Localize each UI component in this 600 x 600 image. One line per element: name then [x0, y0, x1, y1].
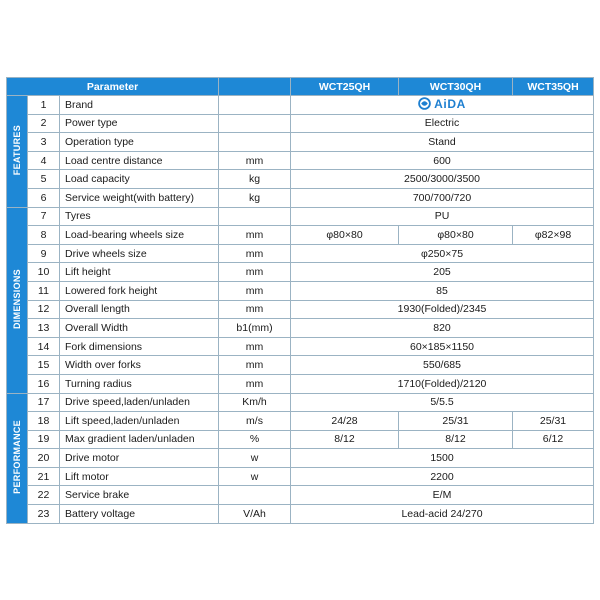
table-row: [7, 505, 594, 524]
row-number: 1: [28, 96, 60, 115]
row-parameter: Lift speed,laden/unladen: [60, 412, 219, 431]
row-number: 5: [28, 170, 60, 189]
row-unit: mm: [219, 263, 291, 282]
row-parameter: Service weight(with battery): [60, 188, 219, 207]
row-value-model-1: 8/12: [291, 430, 399, 449]
header-model-2: WCT30QH: [399, 78, 513, 96]
header-model-3: WCT35QH: [513, 78, 594, 96]
table-row: [7, 263, 594, 282]
row-parameter: Width over forks: [60, 356, 219, 375]
row-value: 2500/3000/3500: [291, 170, 594, 189]
row-parameter: Tyres: [60, 207, 219, 226]
row-parameter: Lift height: [60, 263, 219, 282]
row-parameter: Operation type: [60, 133, 219, 152]
row-value: φ250×75: [291, 244, 594, 263]
spec-table: [6, 77, 594, 524]
row-parameter: Brand: [60, 96, 219, 115]
row-unit: mm: [219, 300, 291, 319]
table-row: [7, 300, 594, 319]
section-label-text: FEATURES: [12, 125, 22, 176]
row-unit: w: [219, 467, 291, 486]
row-value: 820: [291, 319, 594, 338]
row-unit: b1(mm): [219, 319, 291, 338]
row-parameter: Overall Width: [60, 319, 219, 338]
row-value: 1500: [291, 449, 594, 468]
section-label-features: [7, 96, 28, 208]
row-number: 11: [28, 281, 60, 300]
row-unit: m/s: [219, 412, 291, 431]
row-number: 22: [28, 486, 60, 505]
row-value-model-3: 6/12: [513, 430, 594, 449]
row-value: 700/700/720: [291, 188, 594, 207]
row-unit: %: [219, 430, 291, 449]
row-unit: Km/h: [219, 393, 291, 412]
table-row: [7, 374, 594, 393]
header-unit: [219, 78, 291, 96]
table-row: [7, 319, 594, 338]
row-number: 23: [28, 505, 60, 524]
brand-logo-text: AiDA: [434, 96, 466, 111]
row-parameter: Load capacity: [60, 170, 219, 189]
row-value: 205: [291, 263, 594, 282]
row-number: 16: [28, 374, 60, 393]
row-parameter: Load centre distance: [60, 151, 219, 170]
row-parameter: Lift motor: [60, 467, 219, 486]
row-unit: mm: [219, 244, 291, 263]
row-number: 7: [28, 207, 60, 226]
row-number: 19: [28, 430, 60, 449]
brand-logo: [418, 97, 466, 111]
row-value: PU: [291, 207, 594, 226]
row-parameter: Fork dimensions: [60, 337, 219, 356]
row-value: 60×185×1150: [291, 337, 594, 356]
table-row: [7, 133, 594, 152]
row-unit: mm: [219, 226, 291, 245]
section-label-performance: [7, 393, 28, 523]
table-row: [7, 207, 594, 226]
table-row: [7, 412, 594, 431]
row-value-model-1: 24/28: [291, 412, 399, 431]
table-row: [7, 188, 594, 207]
row-unit: kg: [219, 170, 291, 189]
header-parameter: Parameter: [7, 78, 219, 96]
row-value: E/M: [291, 486, 594, 505]
row-unit: mm: [219, 337, 291, 356]
row-value: 1930(Folded)/2345: [291, 300, 594, 319]
row-value: 85: [291, 281, 594, 300]
brand-cell: [291, 96, 594, 115]
row-parameter: Drive speed,laden/unladen: [60, 393, 219, 412]
header-row: [7, 78, 594, 96]
row-unit: mm: [219, 281, 291, 300]
row-value: 600: [291, 151, 594, 170]
row-parameter: Drive wheels size: [60, 244, 219, 263]
row-value-model-3: 25/31: [513, 412, 594, 431]
row-number: 13: [28, 319, 60, 338]
row-number: 14: [28, 337, 60, 356]
table-row: [7, 449, 594, 468]
table-row: [7, 244, 594, 263]
row-value-model-2: 25/31: [399, 412, 513, 431]
row-value-model-1: φ80×80: [291, 226, 399, 245]
table-row: [7, 467, 594, 486]
row-parameter: Drive motor: [60, 449, 219, 468]
row-parameter: Load-bearing wheels size: [60, 226, 219, 245]
row-number: 20: [28, 449, 60, 468]
table-row: [7, 486, 594, 505]
row-number: 6: [28, 188, 60, 207]
row-number: 10: [28, 263, 60, 282]
row-unit: w: [219, 449, 291, 468]
header-model-1: WCT25QH: [291, 78, 399, 96]
row-parameter: Lowered fork height: [60, 281, 219, 300]
table-row: [7, 430, 594, 449]
row-parameter: Battery voltage: [60, 505, 219, 524]
table-row: [7, 356, 594, 375]
row-value-model-2: φ80×80: [399, 226, 513, 245]
table-row: [7, 337, 594, 356]
row-unit: kg: [219, 188, 291, 207]
row-value-model-3: φ82×98: [513, 226, 594, 245]
table-row: [7, 96, 594, 115]
row-number: 9: [28, 244, 60, 263]
row-unit: [219, 486, 291, 505]
row-unit: [219, 133, 291, 152]
row-number: 2: [28, 114, 60, 133]
row-parameter: Overall length: [60, 300, 219, 319]
row-unit: mm: [219, 374, 291, 393]
row-parameter: Service brake: [60, 486, 219, 505]
row-value-model-2: 8/12: [399, 430, 513, 449]
row-value: 1710(Folded)/2120: [291, 374, 594, 393]
row-number: 4: [28, 151, 60, 170]
row-number: 8: [28, 226, 60, 245]
section-label-dimensions: [7, 207, 28, 393]
row-unit: [219, 96, 291, 115]
row-number: 17: [28, 393, 60, 412]
row-unit: [219, 207, 291, 226]
section-label-text: PERFORMANCE: [12, 420, 22, 494]
table-row: [7, 393, 594, 412]
row-value: 2200: [291, 467, 594, 486]
row-parameter: Max gradient laden/unladen: [60, 430, 219, 449]
row-unit: mm: [219, 356, 291, 375]
table-row: [7, 281, 594, 300]
row-value: Electric: [291, 114, 594, 133]
row-value: 550/685: [291, 356, 594, 375]
row-value: 5/5.5: [291, 393, 594, 412]
row-number: 18: [28, 412, 60, 431]
table-row: [7, 170, 594, 189]
row-unit: mm: [219, 151, 291, 170]
brand-logo-icon: [418, 97, 431, 110]
row-number: 15: [28, 356, 60, 375]
section-label-text: DIMENSIONS: [12, 269, 22, 330]
row-number: 12: [28, 300, 60, 319]
row-parameter: Power type: [60, 114, 219, 133]
table-row: [7, 114, 594, 133]
table-row: [7, 151, 594, 170]
table-row: [7, 226, 594, 245]
row-value: Stand: [291, 133, 594, 152]
row-number: 3: [28, 133, 60, 152]
row-parameter: Turning radius: [60, 374, 219, 393]
row-unit: V/Ah: [219, 505, 291, 524]
row-number: 21: [28, 467, 60, 486]
row-value: Lead-acid 24/270: [291, 505, 594, 524]
row-unit: [219, 114, 291, 133]
